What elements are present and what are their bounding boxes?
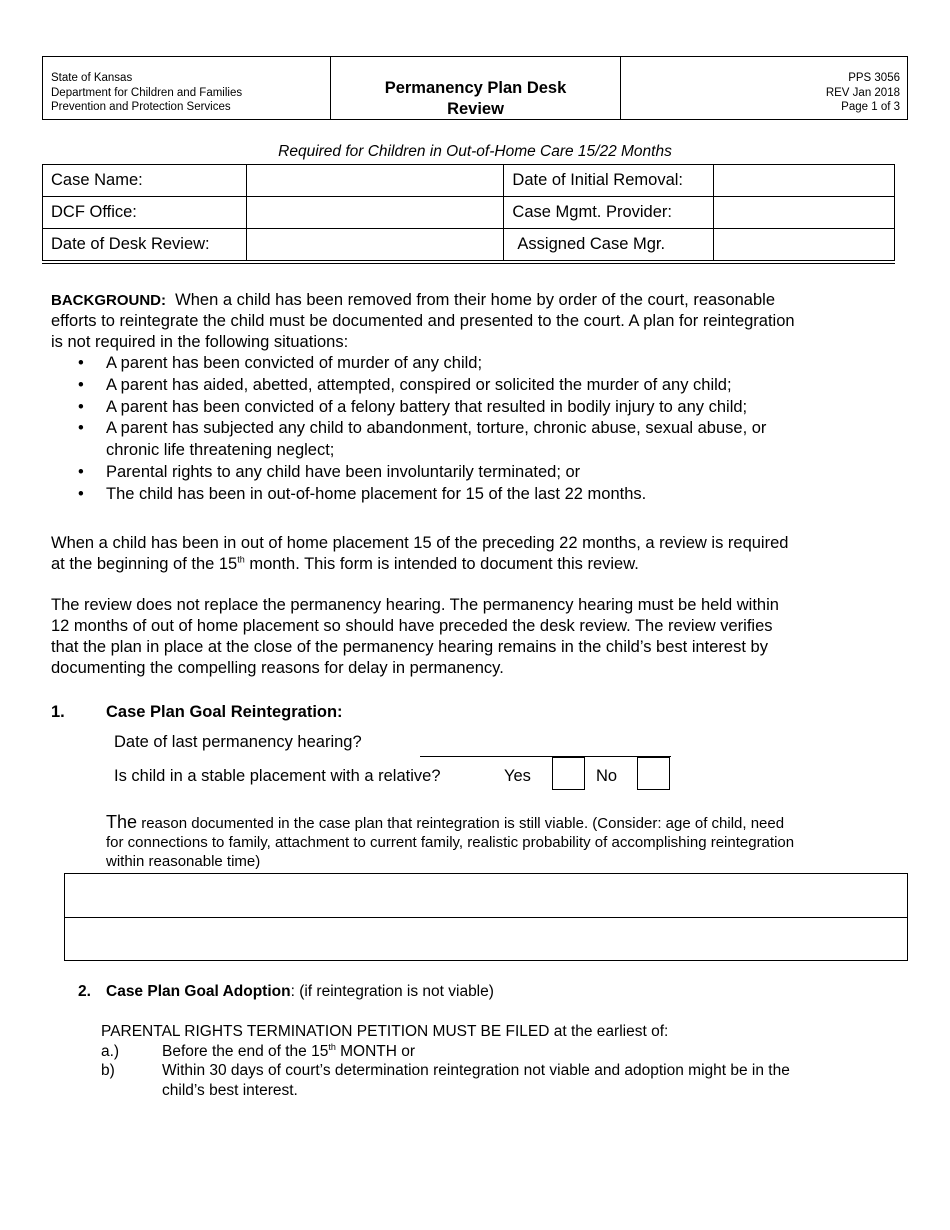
- petition-intro: PARENTAL RIGHTS TERMINATION PETITION MUST BE FILED at the earliest of:: [101, 1023, 669, 1040]
- case-name-label: Case Name:: [43, 165, 247, 197]
- petition-item-a-label: a.): [101, 1042, 120, 1060]
- exception-list: [78, 353, 898, 506]
- reintegration-reason-prompt: The reason documented in the case plan that reintegration is still viable. (Consider: age of child, need for connections to family, attachment to current family, realistic probability of accomplishing reintegration within reasonable time): [106, 812, 795, 870]
- review-line: at the beginning of the 15th month. This form is intended to document this review.: [51, 554, 639, 573]
- petition-item-b: b) Within 30 days of court’s determination reintegration not viable and adoption might be in the child’s best interest.: [101, 1062, 790, 1099]
- background-intro-line: is not required in the following situations:: [51, 333, 349, 351]
- agency-block: [43, 57, 331, 119]
- exception-item: • A parent has aided, abetted, attempted, conspired or solicited the murder of any child;: [78, 375, 898, 397]
- form-title-line-1: Permanency Plan Desk: [384, 79, 567, 97]
- case-info-row: [43, 197, 895, 229]
- case-mgmt-provider-label: Case Mgmt. Provider:: [504, 197, 714, 229]
- agency-division: Prevention and Protection Services: [51, 101, 231, 113]
- case-mgmt-provider-field[interactable]: [714, 197, 895, 229]
- background-paragraph: [51, 290, 901, 353]
- permanency-line: The review does not replace the permanency hearing. The permanency hearing must be held within: [51, 596, 779, 614]
- agency-state: State of Kansas: [51, 72, 133, 84]
- petition-item-a: a.) Before the end of the 15th MONTH or: [101, 1041, 416, 1060]
- form-header: [42, 56, 908, 120]
- section-2-number: 2.: [78, 983, 91, 1000]
- initial-removal-field[interactable]: [714, 165, 895, 197]
- page-number: Page 1 of 3: [841, 101, 900, 113]
- section-2-title: Case Plan Goal Adoption: [106, 983, 291, 1000]
- petition-block: [101, 1022, 901, 1100]
- desk-review-date-label: Date of Desk Review:: [43, 229, 247, 261]
- review-paragraph: [51, 533, 901, 575]
- case-name-field[interactable]: [246, 165, 504, 197]
- section-1-number: 1.: [51, 703, 65, 721]
- section-2-heading: [78, 983, 494, 1001]
- stable-placement-question: Is child in a stable placement with a relative?: [114, 767, 441, 785]
- exception-item: • The child has been in out-of-home placement for 15 of the last 22 months.: [78, 484, 898, 506]
- no-checkbox[interactable]: [637, 757, 670, 790]
- form-id-block: [621, 57, 908, 119]
- last-hearing-question: Date of last permanency hearing?: [114, 733, 362, 751]
- petition-item-b-label: b): [101, 1062, 115, 1079]
- desk-review-date-field[interactable]: [246, 229, 504, 261]
- agency-department: Department for Children and Families: [51, 86, 243, 99]
- form-title: [331, 57, 621, 119]
- exception-item: • A parent has been convicted of murder of any child;: [78, 353, 898, 375]
- form-subtitle: Required for Children in Out-of-Home Care 15/22 Months: [278, 143, 672, 160]
- background-label: BACKGROUND:: [51, 292, 166, 309]
- exception-item: • Parental rights to any child have been involuntarily terminated; or: [78, 462, 898, 484]
- dcf-office-label: DCF Office:: [43, 197, 247, 229]
- case-info-row: [43, 165, 895, 197]
- exception-item-line: chronic life threatening neglect;: [106, 441, 335, 460]
- dcf-office-field[interactable]: [246, 197, 504, 229]
- form-number: PPS 3056: [848, 72, 900, 84]
- reintegration-reason-field[interactable]: [64, 873, 908, 961]
- review-line: When a child has been in out of home placement 15 of the preceding 22 months, a review is required: [51, 534, 789, 552]
- permanency-line: 12 months of out of home placement so should have preceded the desk review. The review verifies: [51, 617, 773, 635]
- yes-checkbox[interactable]: [552, 757, 585, 790]
- form-title-line-2: Review: [447, 100, 504, 118]
- section-2-title-suffix: : (if reintegration is not viable): [290, 983, 494, 1000]
- section-1-title: Case Plan Goal Reintegration:: [106, 703, 343, 721]
- table-double-rule: [42, 263, 895, 264]
- initial-removal-label: Date of Initial Removal:: [504, 165, 714, 197]
- exception-item: • A parent has been convicted of a felony battery that resulted in bodily injury to any child;: [78, 397, 898, 419]
- form-revision: REV Jan 2018: [825, 86, 900, 99]
- last-hearing-date-field[interactable]: [420, 756, 671, 757]
- background-intro-line: efforts to reintegrate the child must be documented and presented to the court. A plan for reintegration: [51, 312, 795, 330]
- yes-label: Yes: [504, 767, 531, 785]
- permanency-line: that the plan in place at the close of the permanency hearing remains in the child’s best interest by: [51, 638, 768, 656]
- textbox-divider: [65, 917, 907, 918]
- no-label: No: [596, 767, 618, 785]
- case-info-row: [43, 229, 895, 261]
- assigned-case-mgr-field[interactable]: [714, 229, 895, 261]
- case-info-table: [42, 164, 895, 261]
- assigned-case-mgr-label: Assigned Case Mgr.: [504, 229, 714, 261]
- exception-item: [78, 418, 898, 462]
- background-intro-line: When a child has been removed from their home by order of the court, reasonable: [175, 291, 775, 309]
- permanency-line: documenting the compelling reasons for delay in permanency.: [51, 659, 504, 677]
- permanency-paragraph: [51, 595, 901, 679]
- exception-item-line: A parent has subjected any child to abandonment, torture, chronic abuse, sexual abuse, or: [106, 419, 767, 438]
